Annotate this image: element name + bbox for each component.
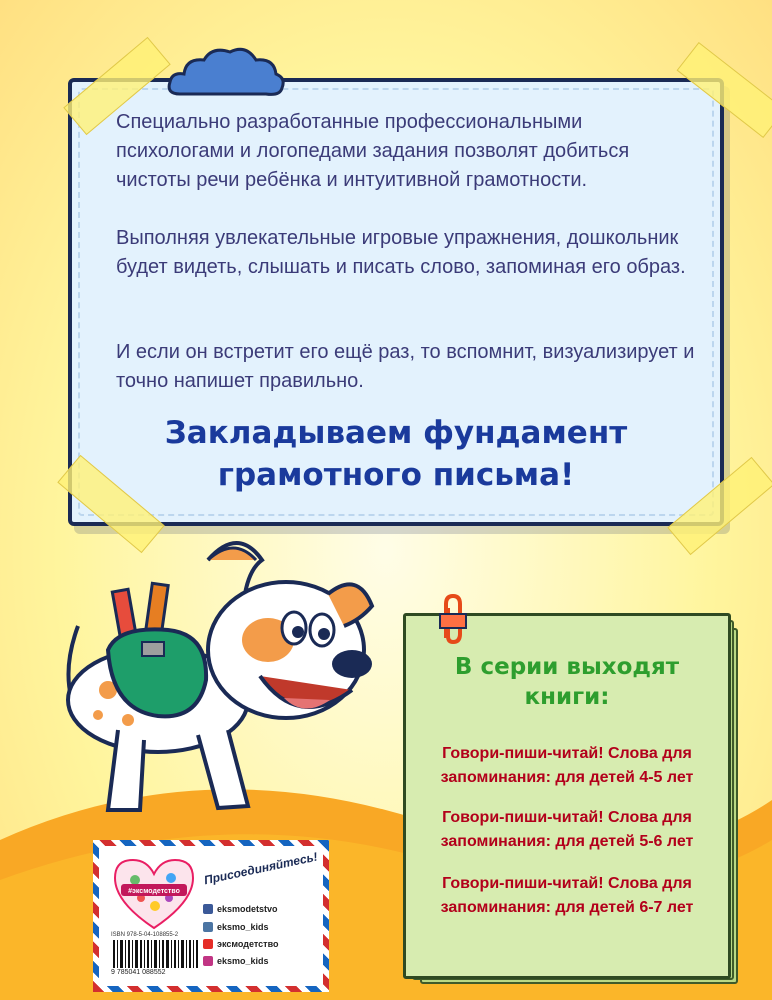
book-title-3: Говори-пиши-читай! Слова для запоминания: для детей 6-7 лет (440, 875, 694, 916)
intro-paragraph-1: Специально разработанные профессиональными психологами и логопедами задания позволят добиться чистоты речи ребёнка и интуитивной грамотности. (116, 111, 630, 191)
series-title (406, 652, 728, 712)
social-vk-label: eksmo_kids (217, 922, 269, 932)
join-us-sticker (93, 840, 329, 992)
series-title-line-1: В серии выходят (454, 654, 680, 680)
social-vk[interactable] (203, 922, 269, 932)
slogan-line-2: грамотного письма! (217, 457, 575, 493)
youtube-icon (203, 939, 213, 949)
paper-clip-icon (438, 594, 468, 646)
join-us-label: Присоединяйтесь! (202, 849, 319, 888)
intro-note-card (68, 78, 724, 526)
instagram-icon (203, 956, 213, 966)
isbn-text: ISBN 978-5-04-108855-2 (111, 932, 179, 938)
heart-icon (111, 854, 197, 932)
barcode-number: 9 785041 088552 (111, 969, 166, 976)
vk-icon (203, 922, 213, 932)
dog-illustration (48, 530, 388, 830)
book-title-2: Говори-пиши-читай! Слова для запоминания: для детей 5-6 лет (440, 809, 694, 850)
book-title-1: Говори-пиши-читай! Слова для запоминания: для детей 4-5 лет (440, 745, 694, 786)
social-facebook-label: eksmodetstvo (217, 904, 278, 914)
social-youtube-label: эксмодетство (217, 939, 279, 949)
slogan-line-1: Закладываем фундамент (164, 415, 628, 451)
social-instagram[interactable] (203, 956, 269, 966)
heart-hashtag: #эксмодетство (128, 888, 180, 895)
barcode (111, 940, 199, 968)
slogan (72, 412, 720, 496)
social-facebook[interactable] (203, 904, 278, 914)
series-title-line-2: книги: (524, 684, 610, 710)
social-youtube[interactable] (203, 939, 279, 949)
intro-paragraph-3: И если он встретит его ещё раз, то вспомнит, визуализирует и точно напишет правильно. (116, 341, 695, 392)
cloud-icon (166, 44, 286, 104)
social-instagram-label: eksmo_kids (217, 956, 269, 966)
series-notepad (403, 613, 731, 979)
facebook-icon (203, 904, 213, 914)
intro-paragraph-2: Выполняя увлекательные игровые упражнения, дошкольник будет видеть, слышать и писать слово, запоминая его образ. (116, 227, 686, 278)
